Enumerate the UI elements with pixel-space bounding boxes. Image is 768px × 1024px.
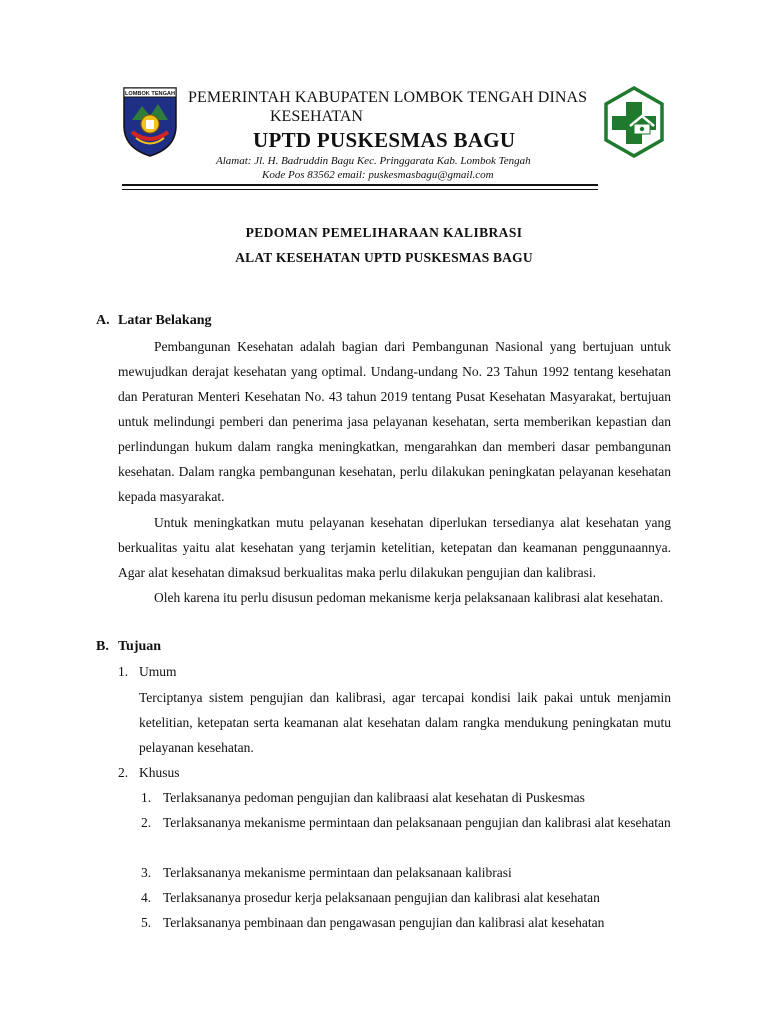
umum-number: 1. — [118, 664, 129, 679]
khusus-item-4-number: 4. — [141, 890, 152, 905]
section-b-marker: B. — [96, 639, 109, 654]
khusus-item-1-number: 1. — [141, 790, 152, 805]
khusus-item-4-text: Terlaksananya prosedur kerja pelaksanaan pengujian dan kalibrasi alat kesehatan — [163, 890, 600, 905]
kop-puskesmas-name: UPTD PUSKESMAS BAGU — [253, 128, 516, 152]
khusus-number: 2. — [118, 765, 129, 780]
section-a-marker: A. — [96, 313, 110, 328]
section-a-paragraph-2: Untuk meningkatkan mutu pelayanan kesehatan diperlukan tersedianya alat kesehatan yang berkualitas yaitu alat kesehatan yang terjamin ketelitian, ketepatan dan keamanan penggunaannya. Agar alat kesehatan dimaksud berkualitas maka perlu dilakukan pengujian dan kalibrasi. — [118, 515, 671, 580]
document-title-line1: PEDOMAN PEMELIHARAAN KALIBRASI — [245, 225, 523, 240]
khusus-item-1-text: Terlaksananya pedoman pengujian dan kalibraasi alat kesehatan di Puskesmas — [163, 790, 585, 805]
kop-institution-line1: PEMERINTAH KABUPATEN LOMBOK TENGAH DINAS — [188, 89, 588, 106]
khusus-item-3-text: Terlaksananya mekanisme permintaan dan pelaksanaan kalibrasi — [163, 865, 512, 880]
kop-divider-thin — [122, 189, 598, 190]
khusus-item-2-number: 2. — [141, 815, 152, 830]
section-a-heading: Latar Belakang — [118, 313, 212, 328]
khusus-item-3-number: 3. — [141, 865, 152, 880]
khusus-item-5-number: 5. — [141, 915, 152, 930]
document-title-line2: ALAT KESEHATAN UPTD PUSKESMAS BAGU — [235, 250, 533, 265]
section-a-paragraph-1: Pembangunan Kesehatan adalah bagian dari Pembangunan Nasional yang bertujuan untuk mewujudkan derajat kesehatan yang optimal. Undang-undang No. 23 Tahun 1992 tentang kesehatan dan Peraturan Menteri Kesehatan No. 43 tahun 2019 tentang Pusat Kesehatan Masyarakat, bertujuan untuk melindungi pemberi dan penerima jasa pelayanan kesehatan, serta memberikan kepastian dan perlindungan hukum dalam rangka meningkatkan, mengarahkan dan memberi dasar pembangunan kesehatan. Dalam rangka pembangunan kesehatan, perlu dilakukan peningkatan pelayanan kesehatan kepada masyarakat. — [118, 339, 671, 504]
kop-institution-line2: KESEHATAN — [270, 108, 363, 125]
khusus-item-2-text: Terlaksananya mekanisme permintaan dan pelaksanaan pengujian dan kalibrasi alat kesehatan — [163, 815, 671, 830]
kop-divider-thick — [122, 184, 598, 186]
umum-paragraph: Terciptanya sistem pengujian dan kalibrasi, agar tercapai kondisi laik pakai untuk menjamin ketelitian, ketepatan serta keamanan alat kesehatan dalam rangka mendukung peningkatan mutu pelayanan kesehatan. — [139, 690, 671, 755]
umum-label: Umum — [139, 664, 177, 679]
puskesmas-logo — [602, 86, 666, 158]
section-b-heading: Tujuan — [118, 639, 162, 654]
kop-postal-email: Kode Pos 83562 email: puskesmasbagu@gmail.com — [262, 169, 494, 181]
khusus-label: Khusus — [139, 765, 180, 780]
section-a-paragraph-3: Oleh karena itu perlu disusun pedoman mekanisme kerja pelaksanaan kalibrasi alat kesehatan. — [154, 590, 664, 605]
khusus-item-5-text: Terlaksananya pembinaan dan pengawasan pengujian dan kalibrasi alat kesehatan — [163, 915, 605, 930]
lombok-tengah-emblem-logo — [122, 86, 178, 158]
kop-address: Alamat: Jl. H. Badruddin Bagu Kec. Pringgarata Kab. Lombok Tengah — [216, 155, 531, 167]
svg-text:LOMBOK TENGAH: LOMBOK TENGAH — [124, 91, 176, 98]
